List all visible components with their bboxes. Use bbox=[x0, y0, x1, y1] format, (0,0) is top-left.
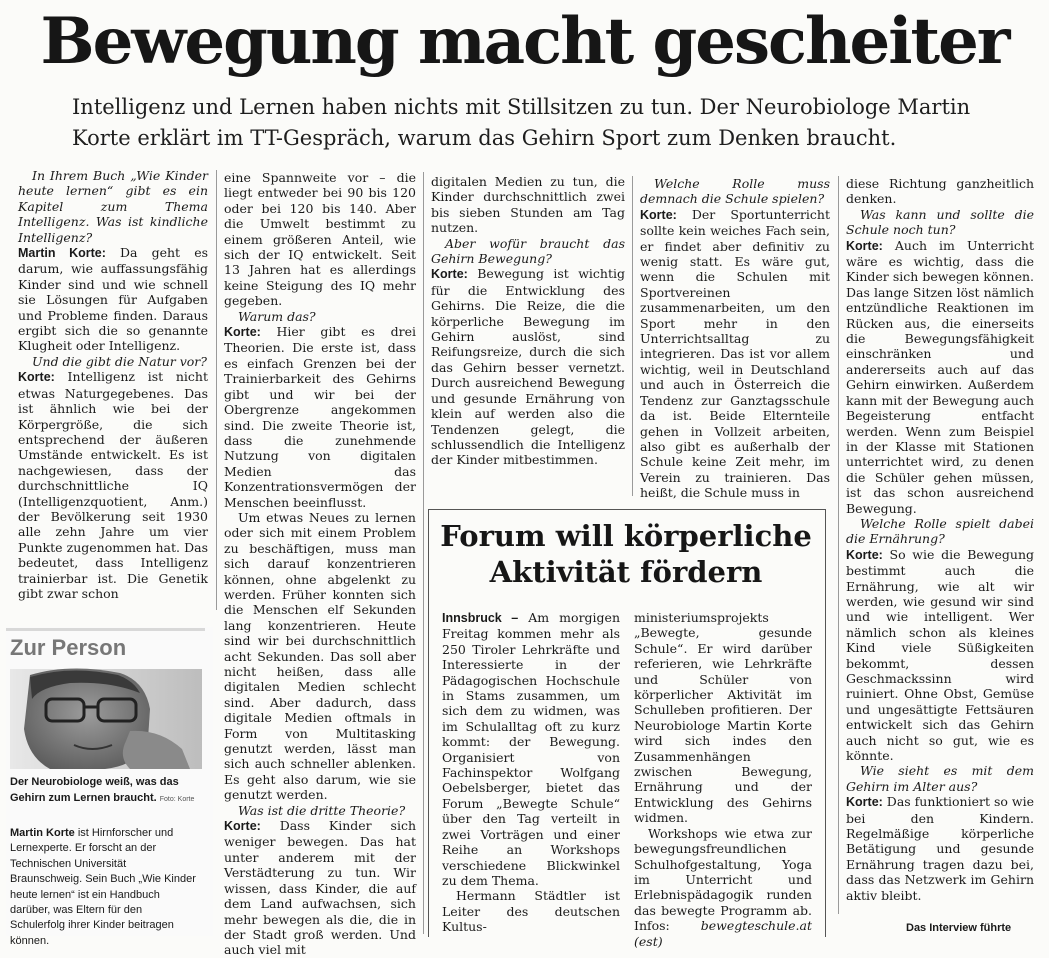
interview-answer bbox=[846, 794, 1034, 903]
continuation-teaser: Das Interview führte bbox=[906, 922, 1012, 934]
sidebar-paragraph: ministeriumsprojekts „Bewegte, gesunde Schule“. Er wird darüber referieren, wie Lehrkräfte und Schüler von körperlicher Aktivität im Schulleben profitieren. Der Neurobiologe Martin Korte wird sich indes den Zusammenhängen zwischen Bewegung, Ernährung und der Entwicklung des Gehirns widmen. bbox=[634, 610, 812, 826]
answer-text: Auch im Unterricht wäre es wichtig, dass die Kinder sich bewegen können. Das lange Sitzen löst nämlich entzündliche Reaktionen im Rücken aus, die einerseits die Bewegungsfähigkeit einschränken und andererseits auch auf das Gehirn einwirken. Außerdem kann mit der Bewegung auch Begeisterung entfacht werden. Wenn zum Beispiel in der Klasse mit Stationen unterrichtet wird, zu denen die Schüler gehen müssen, ist das schon ausreichend Bewegung. bbox=[846, 237, 1034, 516]
person-section-title: Zur Person bbox=[6, 628, 205, 665]
photo-credit: Foto: Korte bbox=[159, 796, 195, 803]
speaker-label: Korte: bbox=[224, 819, 261, 834]
answer-text: Da geht es darum, wie auffassungsfähig Kinder sind und wie schnell sie Lösungen für Aufgaben und Probleme finden. Daraus ergibt sich die so genannte Klugheit oder Intelligenz. bbox=[18, 245, 208, 354]
caption-text: Der Neurobiologe weiß, was das Gehirn zum Lernen braucht. bbox=[10, 776, 179, 804]
interview-answer bbox=[224, 818, 416, 958]
interview-answer bbox=[224, 324, 416, 510]
interview-question: Was kann und sollte die Schule noch tun? bbox=[846, 206, 1034, 238]
interview-column-4 bbox=[640, 176, 830, 501]
answer-text: Bewegung ist wichtig für die Entwicklung des Gehirns. Die Reize, die die körperliche Bewegung im Gehirn auslöst, sind Reifungsreize, durch die sich das Gehirn besser vernetzt. Durch ausreichend Bewegung und gesunde Ernährung von klein auf werden also die Tendenzen gelegt, die schlussendlich die Intelligenz der Kinder mitbestimmen. bbox=[431, 266, 625, 468]
interview-answer bbox=[846, 238, 1034, 516]
column-rule bbox=[423, 172, 424, 934]
speaker-label: Korte: bbox=[846, 795, 883, 810]
answer-text: Intelligenz ist nicht etwas Naturgegebenes. Das ist ähnlich wie bei der Körpergröße, die sich entsprechend der äußeren Umstände entwickelt. Es ist nachgewiesen, dass der durchschnittliche IQ (Intelligenzquotient, Anm.) der Bevölkerung seit 1930 alle zehn Jahre um vier Punkte zugenommen hat. Das bedeutet, dass Intelligenz trainierbar ist. Die Genetik gibt zwar schon bbox=[18, 369, 208, 601]
sidebar-paragraph: Hermann Städtler ist Leiter des deutschen Kultus- bbox=[442, 888, 620, 935]
bio-name: Martin Korte bbox=[10, 827, 75, 839]
speaker-label: Martin Korte: bbox=[18, 246, 106, 261]
speaker-label: Korte: bbox=[431, 267, 468, 282]
person-bio bbox=[10, 826, 200, 947]
bio-text: ist Hirnforscher und Lernexperte. Er forscht an der Technischen Universität Braunschweig. Sein Buch „Wie Kinder heute lernen“ ist ein Handbuch darüber, was Eltern für den Schulerfolg ihrer Kinder beitragen können. bbox=[10, 827, 196, 947]
interview-question: Welche Rolle muss demnach die Schule spielen? bbox=[640, 176, 830, 207]
speaker-label: Korte: bbox=[640, 207, 677, 222]
interview-column-3 bbox=[431, 174, 625, 496]
speaker-label: Korte: bbox=[846, 238, 883, 253]
column-rule bbox=[632, 176, 633, 496]
speaker-label: Korte: bbox=[846, 547, 883, 562]
interview-question: Und die gibt die Natur vor? bbox=[32, 353, 207, 369]
interview-column-5 bbox=[846, 176, 1034, 911]
interview-answer bbox=[18, 245, 208, 354]
column-rule bbox=[838, 176, 839, 914]
dateline: Innsbruck – bbox=[442, 611, 519, 625]
answer-text: Das funktioniert so wie bei den Kindern. Regelmäßige körperliche Betätigung und gesunde Ernährung tragen dazu bei, dass das Netzwerk im Gehirn aktiv bleibt. bbox=[846, 794, 1034, 903]
body-paragraph: eine Spannweite vor – die liegt entweder bei 90 bis 120 oder bei 120 bis 140. Aber die Umwelt bestimmt zu einem größeren Anteil, wie sich der IQ entwickelt. Seit 13 Jahren hat es allerdings keine Steigung des IQ mehr gegeben. bbox=[224, 170, 416, 309]
speaker-label: Korte: bbox=[224, 325, 261, 340]
interview-answer bbox=[431, 266, 625, 467]
sidebar-article-column-2 bbox=[634, 610, 812, 949]
body-paragraph: Um etwas Neues zu lernen oder sich mit einem Problem zu beschäftigen, muss man sich darauf konzentrieren können, ohne abgelenkt zu werden. Früher konnten sich die Menschen elf Sekunden lang konzentrieren. Heute sind wir bei durchschnittlich acht Sekunden. Das soll aber nicht heißen, dass alle digitalen Medien schlecht sind. Aber dadurch, dass digitale Medien oftmals in Form von Multitasking genutzt werden, lässt man sich auch schneller ablenken. Es geht also darum, wie sie genutzt werden. bbox=[224, 509, 416, 803]
answer-text: So wie die Bewegung bestimmt auch die Ernährung, wie alt wir werden, wie gesund wir sind und wie intelligent. Wer nämlich schon als kleines Kind viele Süßigkeiten bekommt, dessen Geschmackssinn wird ruiniert. Ohne Obst, Gemüse und ungesättigte Fettsäuren entwickelt sich das Gehirn auch nicht so gut, wie es könnte. bbox=[846, 546, 1034, 764]
answer-text: Hier gibt es drei Theorien. Die erste ist, dass es einfach Grenzen bei der Trainierbarkeit des Gehirns gibt und wir bei der Obergrenze angekommen sind. Die zweite Theorie ist, dass die zunehmende Nutzung von digitalen Medien das Konzentrationsvermögen der Menschen beeinflusst. bbox=[224, 324, 416, 510]
interview-answer bbox=[18, 369, 208, 601]
website-link[interactable]: bewegteschule.at (est) bbox=[634, 918, 812, 949]
interview-question: Wie sieht es mit dem Gehirn im Alter aus? bbox=[846, 763, 1034, 794]
sidebar-paragraph: Am morgigen Freitag kommen mehr als 250 Tiroler Lehrkräfte und Interessierte in der Pädagogischen Hochschule in Stams zusammen, um sich dem zu widmen, was im Schulalltag oft zu kurz kommt: der Bewegung. Organisiert von Fachinspektor Wolfgang Oebelsberger, bietet das Forum „Bewegte Schule“ über den Tag verteilt in zwei Vorträgen und einer Reihe an Workshops verschiedene Blickwinkel zu dem Thema. bbox=[442, 610, 620, 888]
sidebar-paragraph: Workshops wie etwa zur bewegungsfreundlichen Schulhofgestaltung, Yoga im Unterricht und Erlebnispädagogik runden das bewegte Programm ab. Infos: bbox=[634, 825, 812, 934]
portrait-photo bbox=[10, 669, 202, 769]
interview-question: Warum das? bbox=[238, 308, 316, 324]
interview-answer bbox=[846, 547, 1034, 764]
sidebar-article-headline: Forum will körperliche Aktivität fördern bbox=[440, 519, 812, 589]
interview-answer bbox=[640, 207, 830, 501]
column-rule bbox=[216, 170, 217, 610]
interview-question: Aber wofür braucht das Gehirn Bewegung? bbox=[431, 235, 625, 267]
portrait-caption bbox=[10, 774, 202, 808]
body-paragraph: diese Richtung ganzheitlich denken. bbox=[846, 176, 1034, 207]
article-headline: Bewegung macht gescheiter bbox=[40, 4, 1009, 79]
sidebar-article-column-1 bbox=[442, 610, 620, 936]
answer-text: Dass Kinder sich weniger bewegen. Das hat unter anderem mit der Verstädterung zu tun. Wir wissen, dass Kinder, die auf dem Land aufwachsen, sich mehr bewegen als die, die in der Stadt groß werden. Und auch viel mit bbox=[224, 818, 416, 958]
speaker-label: Korte: bbox=[18, 370, 55, 385]
body-paragraph: digitalen Medien zu tun, die Kinder durchschnittlich zwei bis sieben Stunden am Tag nutzen. bbox=[431, 174, 625, 236]
interview-question: Was ist die dritte Theorie? bbox=[238, 802, 406, 818]
interview-question: In Ihrem Buch „Wie Kinder heute lernen“ gibt es ein Kapitel zum Thema Intelligenz. Was ist kindliche Intelligenz? bbox=[18, 168, 208, 245]
interview-column-1 bbox=[18, 168, 208, 608]
answer-text: Der Sportunterricht sollte kein weiches Fach sein, er findet aber definitiv zu wenig statt. Es wäre gut, wenn die Schulen mit Sportvereinen zusammenarbeiten, um den Sport mehr in den Unterrichtsalltag zu integrieren. Das ist vor allem wichtig, weil in Deutschland und auch in Österreich die Tendenz zur Ganztagsschule da ist. Beide Elternteile gehen in Vollzeit arbeiten, also gibt es außerhalb der Schule keine Zeit mehr, im Verein zu trainieren. Das heißt, die Schule muss in bbox=[640, 206, 830, 501]
interview-column-2 bbox=[224, 170, 416, 958]
interview-question: Welche Rolle spielt dabei die Ernährung? bbox=[846, 515, 1034, 547]
article-subhead: Intelligenz und Lernen haben nichts mit Stillsitzen zu tun. Der Neurobiologe Martin Korte erklärt im TT-Gespräch, warum das Gehirn Sport zum Denken braucht. bbox=[72, 95, 971, 150]
